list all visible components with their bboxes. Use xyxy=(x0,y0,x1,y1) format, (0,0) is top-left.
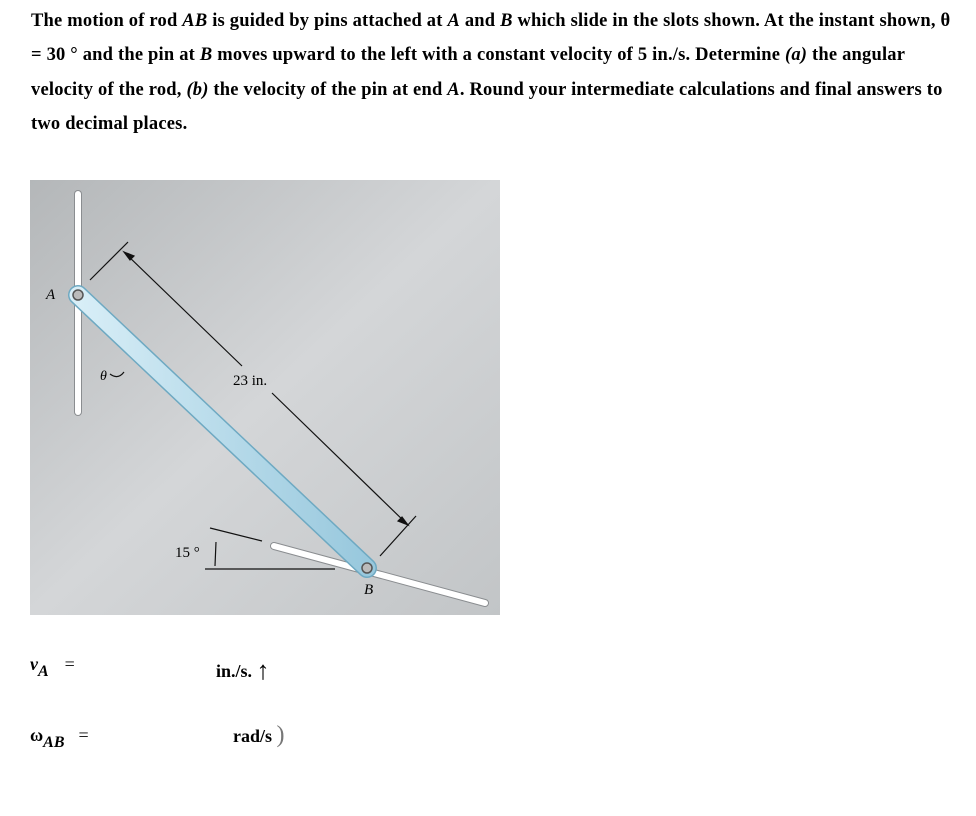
pin-b xyxy=(362,563,372,573)
clockwise-icon: ) xyxy=(276,722,285,748)
angle-label: 15 ° xyxy=(175,545,200,561)
figure-background xyxy=(30,180,500,615)
label-b: B xyxy=(364,582,374,598)
wab-unit: rad/s ) xyxy=(233,722,285,748)
va-input[interactable] xyxy=(100,654,204,680)
arrow-up-icon: ↑ xyxy=(256,656,270,685)
length-label: 23 in. xyxy=(233,373,268,389)
problem-statement: The motion of rod AB is guided by pins attached at A and B which slide in the slots shown. At the instant shown, θ = 30 ° and the pin at B moves upward to the left with a constant velocity of 5 in./s. Determine (a) the angular velocity of the rod, (b) the velocity of the pin at end A. Round your intermediate calculations and final answers to two decimal places. xyxy=(31,11,951,134)
theta-label: θ xyxy=(100,369,107,384)
label-a: A xyxy=(46,287,56,303)
pin-a xyxy=(73,290,83,300)
wab-label: ωAB = xyxy=(30,725,89,751)
wab-input[interactable] xyxy=(110,725,214,751)
va-label: vA = xyxy=(30,654,75,680)
mechanism-figure xyxy=(30,180,500,615)
va-unit: in./s. ↑ xyxy=(216,656,270,685)
